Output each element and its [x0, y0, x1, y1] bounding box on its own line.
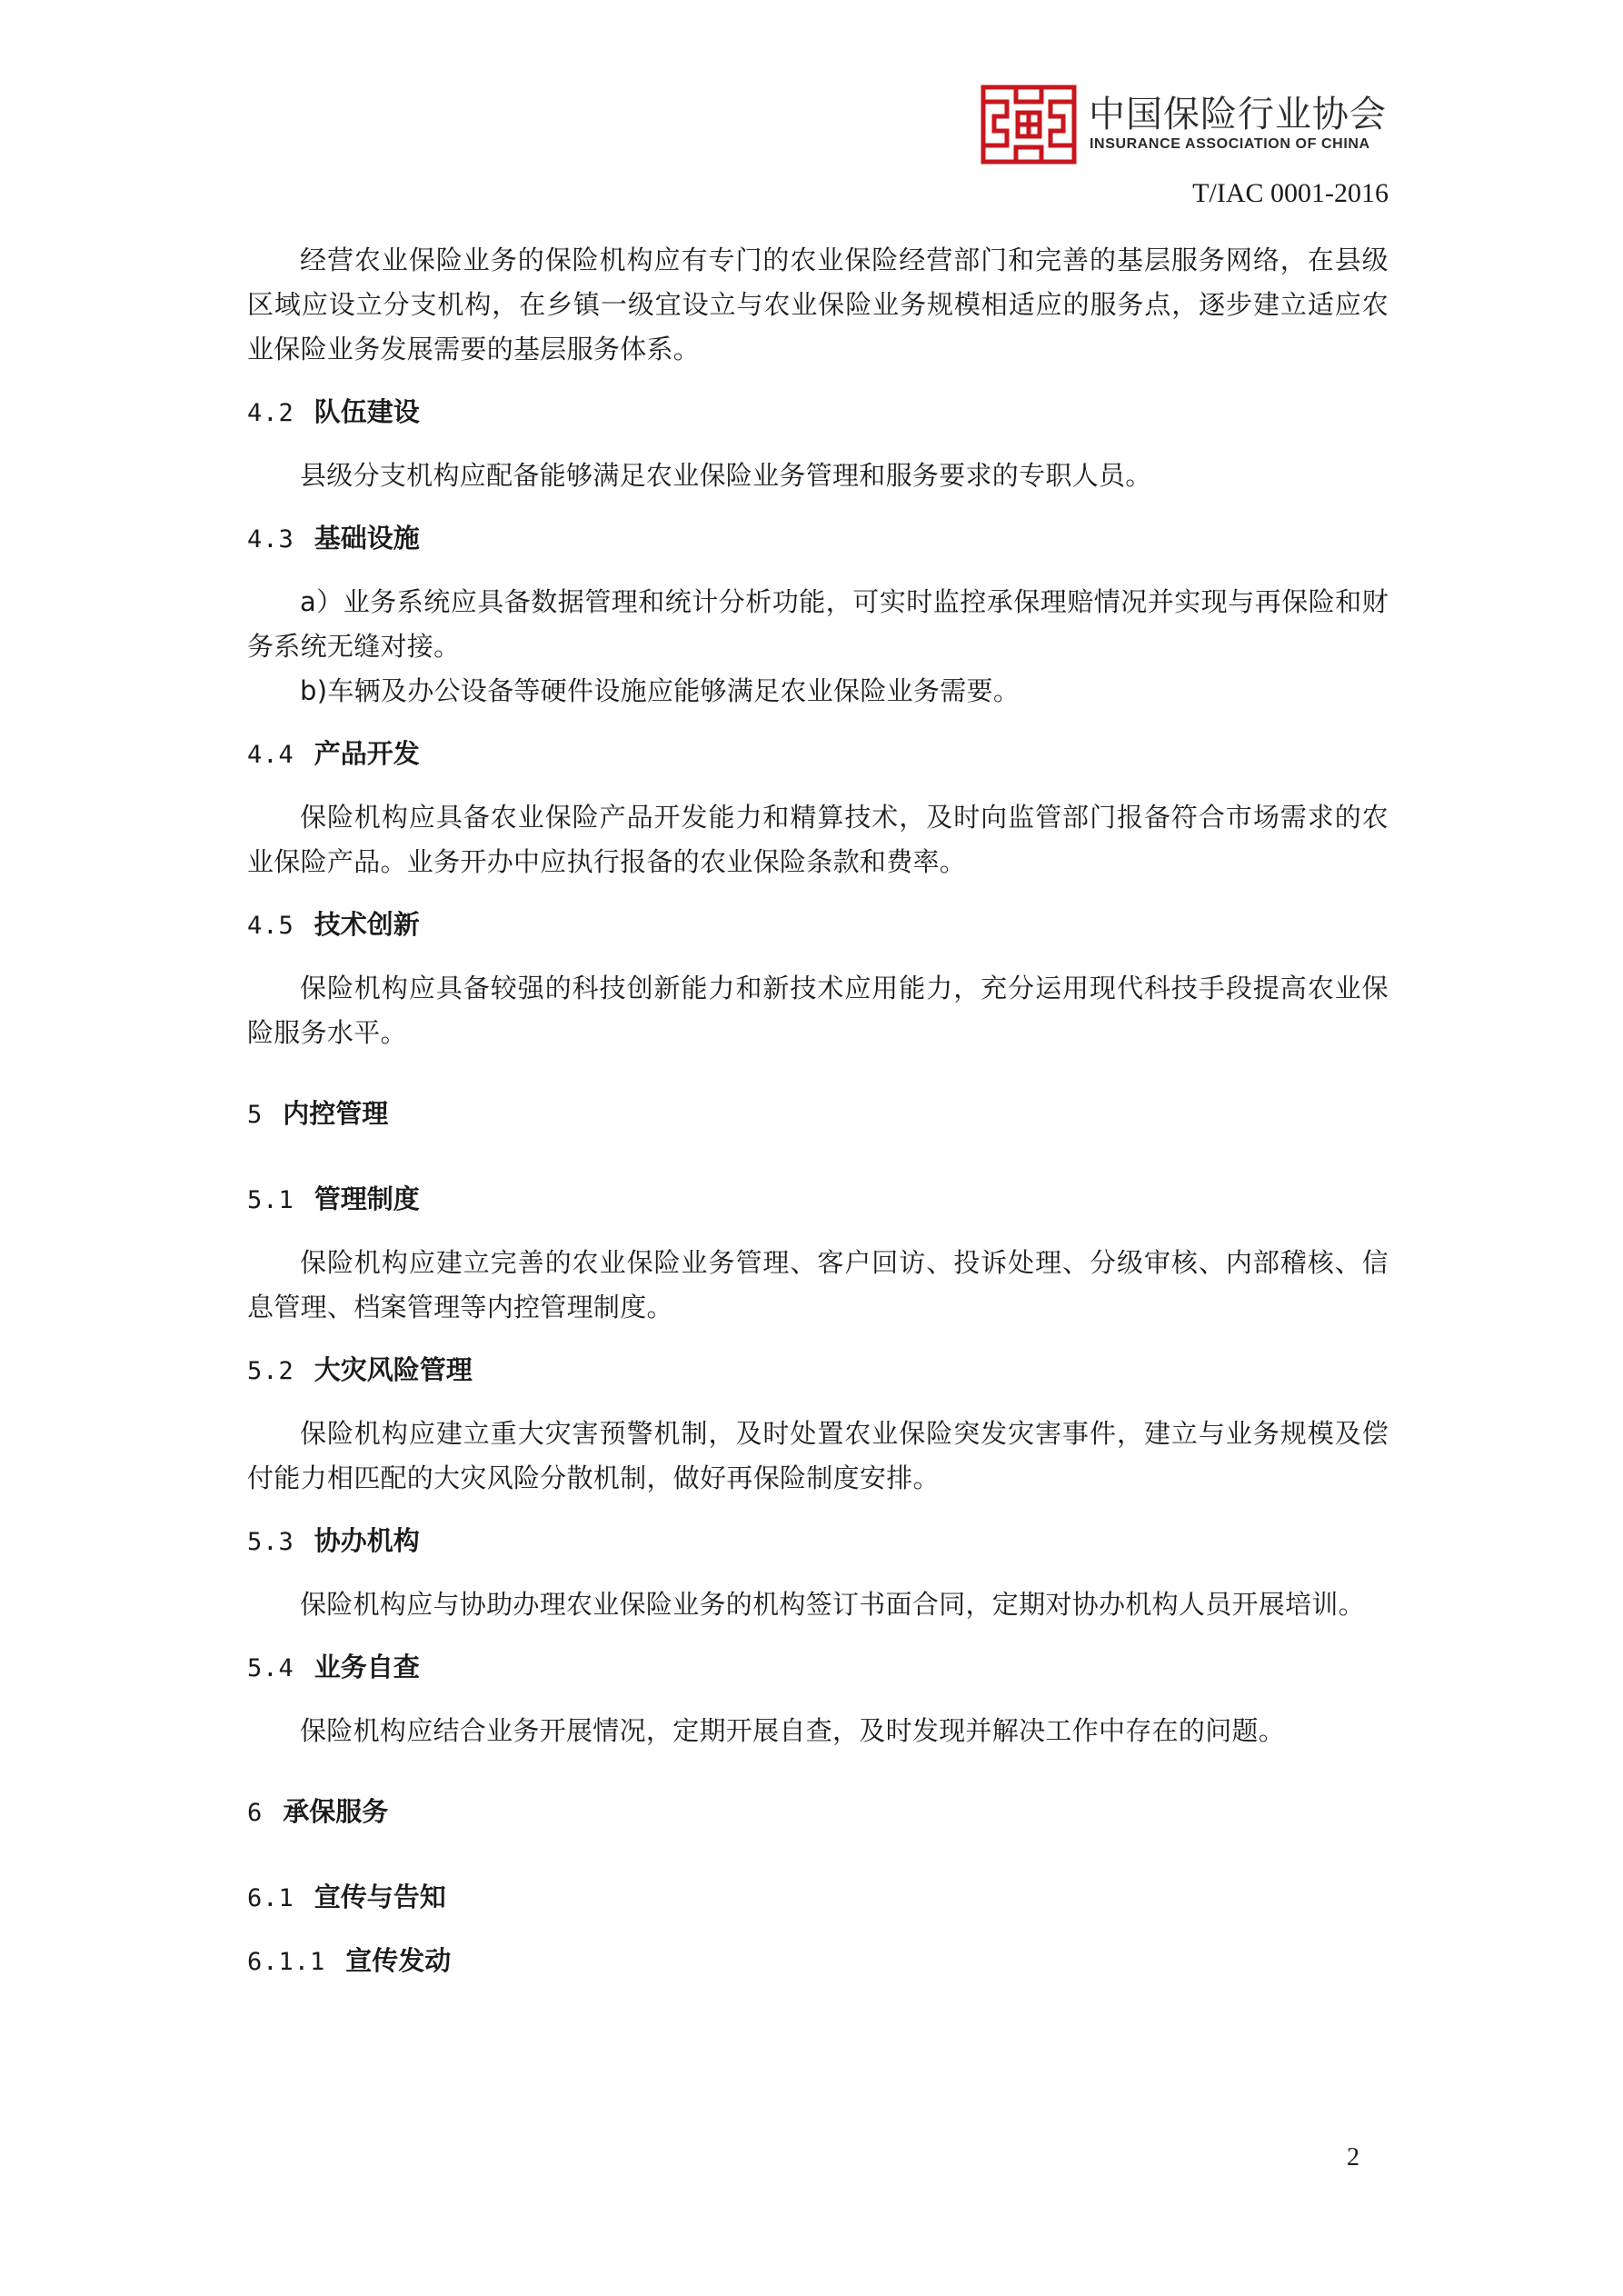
section-title: 业务自查	[314, 1652, 420, 1682]
section-paragraph-4-2: 县级分支机构应配备能够满足农业保险业务管理和服务要求的专职人员。	[300, 460, 1152, 491]
chapter-title: 内控管理	[283, 1098, 389, 1129]
section-heading-5-1	[247, 1177, 1389, 1223]
section-paragraph-4-5: 保险机构应具备较强的科技创新能力和新技术应用能力，充分运用现代科技手段提高农业保险服务水平。	[247, 973, 1389, 1048]
section-title: 基础设施	[314, 523, 420, 554]
section-title: 队伍建设	[314, 396, 420, 427]
section-heading-4-2	[247, 390, 1389, 435]
section-number: 5.3	[247, 1528, 294, 1556]
section-title: 管理制度	[314, 1183, 420, 1214]
list-item-b: b)车辆及办公设备等硬件设施应能够满足农业保险业务需要。	[300, 675, 1021, 706]
chapter-heading-6	[247, 1790, 1389, 1835]
section-title: 产品开发	[314, 738, 420, 769]
association-logo	[980, 84, 1389, 165]
section-paragraph-4-4: 保险机构应具备农业保险产品开发能力和精算技术，及时向监管部门报备符合市场需求的农业保险产品。业务开办中应执行报备的农业保险条款和费率。	[247, 802, 1389, 877]
section-number: 4.5	[247, 912, 294, 940]
section-paragraph-5-2: 保险机构应建立重大灾害预警机制，及时处置农业保险突发灾害事件，建立与业务规模及偿付能力相匹配的大灾风险分散机制，做好再保险制度安排。	[247, 1418, 1389, 1493]
chapter-title: 承保服务	[283, 1796, 389, 1827]
section-number: 5.4	[247, 1654, 294, 1682]
section-paragraph-5-3: 保险机构应与协助办理农业保险业务的机构签订书面合同，定期对协办机构人员开展培训。	[300, 1589, 1366, 1620]
section-title: 宣传发动	[345, 1945, 452, 1976]
section-heading-5-4	[247, 1645, 1389, 1691]
logo-english-name: INSURANCE ASSOCIATION OF CHINA	[1090, 136, 1370, 152]
section-heading-4-5	[247, 903, 1389, 948]
section-title: 协办机构	[314, 1525, 420, 1556]
section-number: 6.1	[247, 1884, 294, 1912]
section-heading-6-1-1	[247, 1939, 1389, 1984]
document-body	[247, 238, 1389, 1984]
association-emblem-icon	[980, 84, 1078, 165]
section-heading-5-3	[247, 1519, 1389, 1564]
page-number: 2	[1347, 2143, 1359, 2171]
section-number: 4.3	[247, 525, 294, 554]
logo-chinese-name: 中国保险行业协会	[1089, 94, 1387, 135]
section-number: 4.4	[247, 741, 294, 769]
chapter-number: 6	[247, 1799, 264, 1827]
section-paragraph-5-1: 保险机构应建立完善的农业保险业务管理、客户回访、投诉处理、分级审核、内部稽核、信息管理、档案管理等内控管理制度。	[247, 1247, 1389, 1323]
document-code: T/IAC 0001-2016	[1192, 178, 1389, 208]
section-number: 4.2	[247, 399, 294, 427]
section-title: 宣传与告知	[314, 1882, 446, 1912]
chapter-number: 5	[247, 1101, 264, 1129]
section-heading-4-4	[247, 732, 1389, 777]
section-heading-5-2	[247, 1348, 1389, 1393]
section-title: 技术创新	[314, 909, 420, 940]
intro-paragraph: 经营农业保险业务的保险机构应有专门的农业保险经营部门和完善的基层服务网络，在县级区域应设立分支机构，在乡镇一级宜设立与农业保险业务规模相适应的服务点，逐步建立适应农业保险业务发展需要的基层服务体系。	[247, 245, 1389, 364]
section-number: 6.1.1	[247, 1948, 326, 1976]
section-heading-6-1	[247, 1875, 1389, 1921]
section-paragraph-5-4: 保险机构应结合业务开展情况，定期开展自查，及时发现并解决工作中存在的问题。	[300, 1715, 1286, 1746]
section-heading-4-3	[247, 516, 1389, 562]
section-number: 5.1	[247, 1186, 294, 1214]
section-number: 5.2	[247, 1357, 294, 1385]
list-item-a: a）业务系统应具备数据管理和统计分析功能，可实时监控承保理赔情况并实现与再保险和财务系统无缝对接。	[247, 586, 1389, 662]
section-title: 大灾风险管理	[314, 1354, 473, 1385]
chapter-heading-5	[247, 1092, 1389, 1137]
